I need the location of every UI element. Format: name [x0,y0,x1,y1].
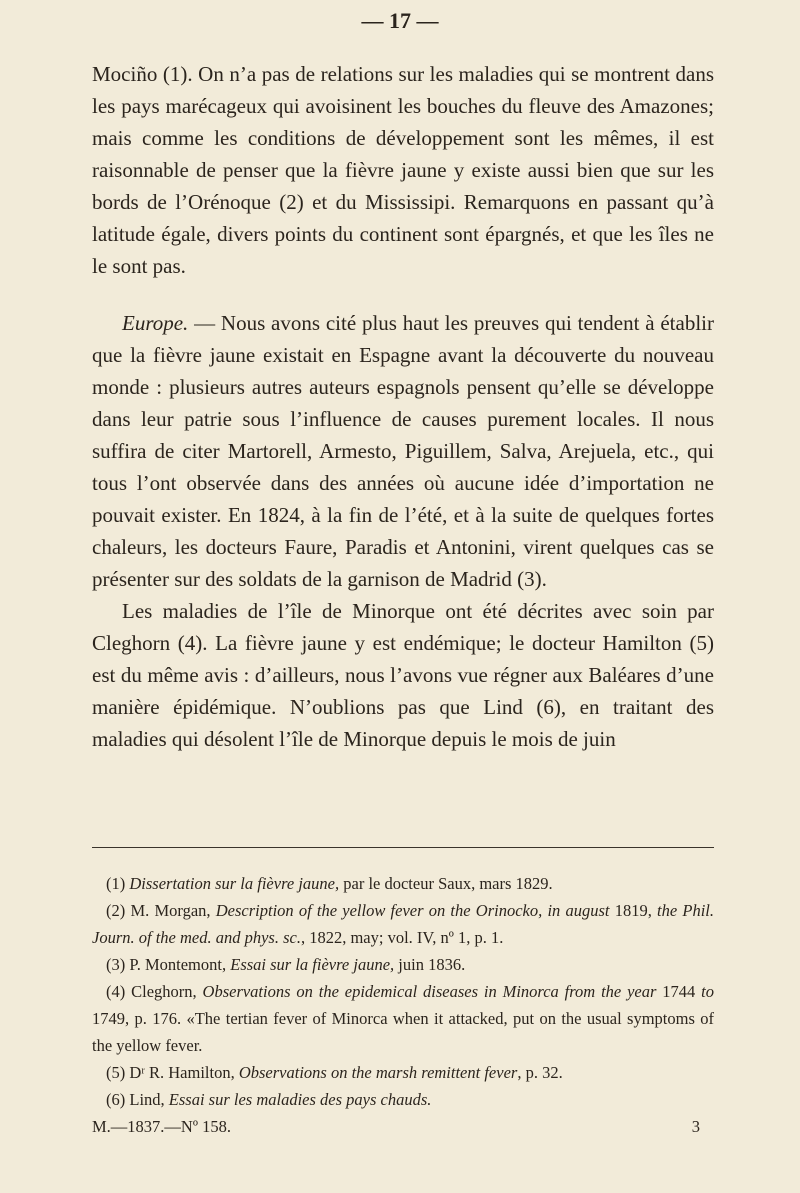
footnote-1: (1) Dissertation sur la fièvre jaune, par le docteur Saux, mars 1829. [106,874,553,893]
footnote-4: (4) Cleghorn, Observations on the epidemical diseases in Minorca from the year 1744 to 1749, p. 176. «The tertian fever of Minorca when it attacked, put on the usual symptoms of the yellow fever. [92,982,715,1055]
paragraph-1: Mociño (1). On n’a pas de relations sur les maladies qui se montrent dans les pays marécageux qui avoisinent les bouches du fleuve des Amazones; mais comme les conditions de développement sont les mêmes, il est raisonnable de penser que la fièvre jaune y existe aussi bien que sur les bords de l’Orénoque (2) et du Mississipi. Remarquons en passant qu’à latitude égale, divers points du continent sont épargnés, et que les îles ne le sont pas. [92,62,714,278]
page-number: — 17 — [361,8,439,33]
footnote-divider [92,847,714,848]
paragraph-minorque: Les maladies de l’île de Minorque ont été décrites avec soin par Cleghorn (4). La fièvre jaune y est endémique; le docteur Hamilton (5) est du même avis : d’ailleurs, nous l’avons vue régner aux Baléares d’une manière épidémique. N’oublions pas que Lind (6), en traitant des maladies qui désolent l’île de Minorque depuis le mois de juin [92,599,714,751]
paragraph-europe [92,307,714,595]
body-text [92,58,714,755]
signature-line [92,1113,714,1140]
footnotes [92,870,714,1140]
footnote-6: (6) Lind, Essai sur les maladies des pays chauds. [106,1090,432,1109]
footnote-5: (5) Dʳ R. Hamilton, Observations on the marsh remittent fever, p. 32. [106,1063,563,1082]
footnote-3: (3) P. Montemont, Essai sur la fièvre jaune, juin 1836. [106,955,466,974]
signature-mark: M.—1837.—Nº 158. [92,1117,231,1136]
sheet-number: 3 [691,1117,700,1136]
footnote-2: (2) M. Morgan, Description of the yellow fever on the Orinocko, in august 1819, the Phil. Journ. of the med. and phys. sc., 1822, may; vol. IV, nº 1, p. 1. [92,901,715,947]
section-lead: Europe. [122,311,189,335]
paragraph-text: — Nous avons cité plus haut les preuves qui tendent à établir que la fièvre jaune existait en Espagne avant la découverte du nouveau monde : plusieurs autres auteurs espagnols pensent qu’elle se développe dans leur patrie sous l’influence de causes purement locales. Il nous suffira de citer Martorell, Armesto, Piguillem, Salva, Arejuela, etc., qui tous l’ont observée dans des années où aucune idée d’importation ne pouvait exister. En 1824, à la fin de l’été, et à la suite de quelques fortes chaleurs, les docteurs Faure, Paradis et Antonini, virent quelques cas se présenter sur des soldats de la garnison de Madrid (3). [92,311,714,591]
